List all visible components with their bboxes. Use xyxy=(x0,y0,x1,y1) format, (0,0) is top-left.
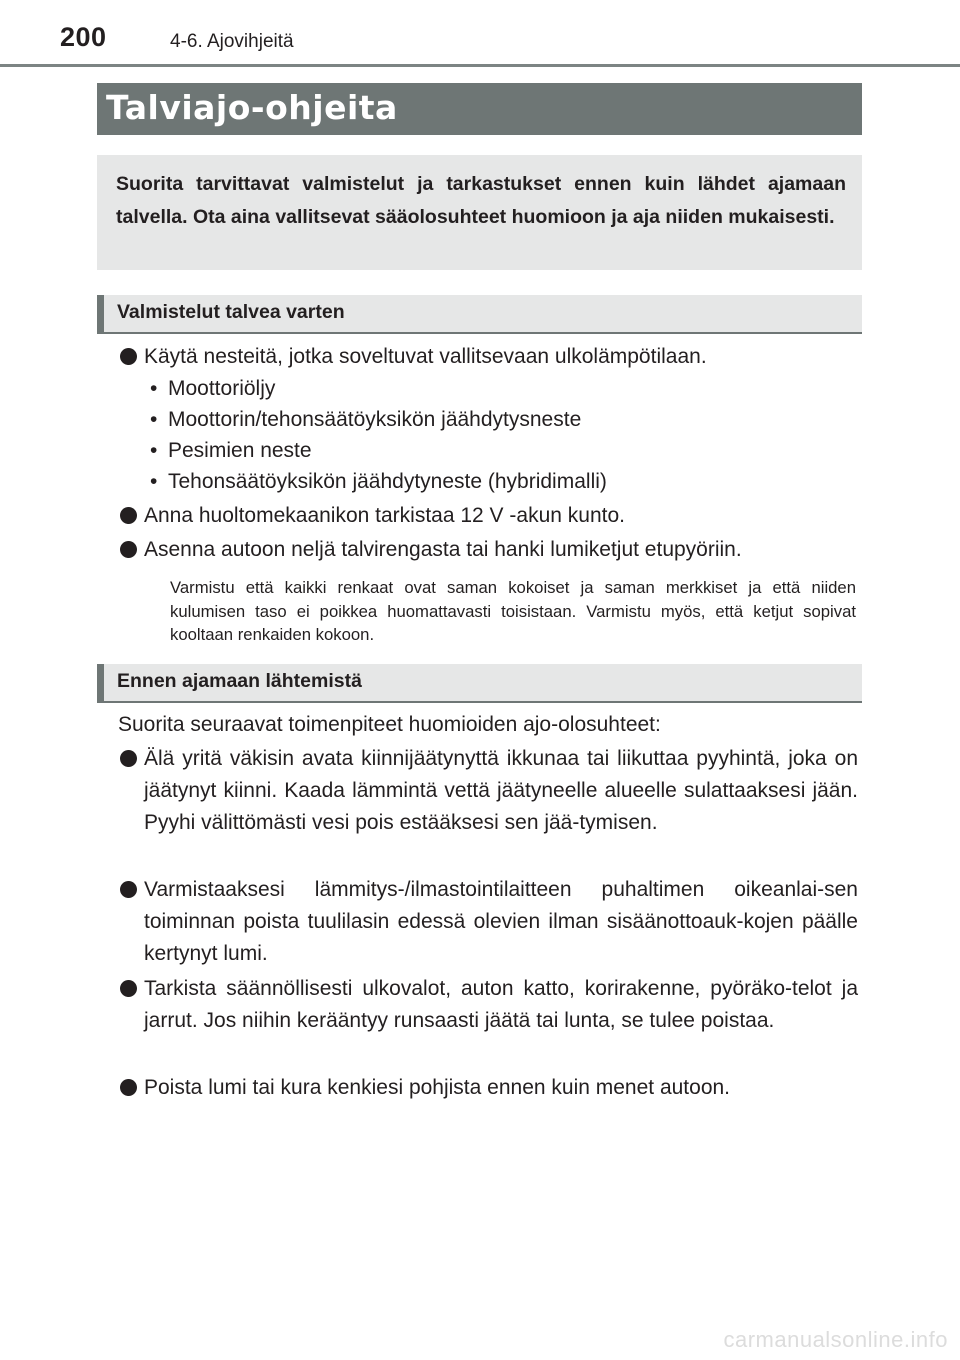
bullet-dot-icon xyxy=(120,750,137,767)
section-reference: 4-6. Ajovihjeitä xyxy=(170,31,294,52)
bullet-text: Asenna autoon neljä talvirengasta tai hanki lumiketjut etupyöriin. xyxy=(144,538,742,561)
watermark: carmanualsonline.info xyxy=(723,1327,948,1352)
section-heading-preparation: Valmistelut talvea varten xyxy=(97,295,862,332)
page-title: Talviajo-ohjeita xyxy=(97,83,862,135)
page-number: 200 xyxy=(60,22,107,52)
header-rule xyxy=(0,64,960,67)
intro-box: Suorita tarvittavat valmistelut ja tarkastukset ennen kuin lähdet ajamaan talvella. Ota aina vallitsevat sääolosuhteet huomioon ja aja niiden mukaisesti. xyxy=(97,155,862,270)
bullet-item xyxy=(120,534,858,566)
bullet-item xyxy=(120,973,858,1037)
bullet-item xyxy=(120,341,858,373)
sub-bullet-icon: • xyxy=(150,408,158,431)
bullet-dot-icon xyxy=(120,1079,137,1096)
sub-item-text: Pesimien neste xyxy=(168,439,312,462)
sub-item-text: Moottorin/tehonsäätöyksikön jäähdytysneste xyxy=(168,408,582,431)
bullet-item xyxy=(120,743,858,839)
bullet-item xyxy=(120,874,858,970)
bullet-item xyxy=(120,500,858,532)
lead-text: Suorita seuraavat toimenpiteet huomioiden ajo-olosuhteet: xyxy=(118,713,661,736)
bullet-item xyxy=(120,1072,858,1104)
bullet-text: Anna huoltomekaanikon tarkistaa 12 V -akun kunto. xyxy=(144,504,625,527)
sub-item-text: Moottoriöljy xyxy=(168,377,276,400)
bullet-dot-icon xyxy=(120,348,137,365)
bullet-text: Älä yritä väkisin avata kiinnijäätynyttä ikkunaa tai liikuttaa pyyhintä, joka on jäätynyt kiinni. Kaada lämmintä vettä jäätyneelle alueelle sulattaaksesi jään. Pyyhi välittömästi vesi pois estääksesi sen jää-tymisen. xyxy=(144,747,858,834)
sub-bullet-icon: • xyxy=(150,377,158,400)
sub-bullet-icon: • xyxy=(150,470,158,493)
sub-bullet-icon: • xyxy=(150,439,158,462)
bullet-dot-icon xyxy=(120,881,137,898)
bullet-dot-icon xyxy=(120,541,137,558)
bullet-text: Tarkista säännöllisesti ulkovalot, auton katto, korirakenne, pyöräko-telot ja jarrut. Jos niihin kerääntyy runsaasti jäätä tai lunta, se tulee poistaa. xyxy=(144,977,858,1032)
bullet-dot-icon xyxy=(120,507,137,524)
bullet-dot-icon xyxy=(120,980,137,997)
tire-note: Varmistu että kaikki renkaat ovat saman kokoiset ja saman merkkiset ja että niiden kulumisen taso ei poikkea huomattavasti toisistaan. Varmistu myös, että ketjut sopivat kooltaan renkaiden kokoon. xyxy=(170,578,856,644)
sub-item-text: Tehonsäätöyksikön jäähdytyneste (hybridimalli) xyxy=(168,470,607,493)
bullet-text: Käytä nesteitä, jotka soveltuvat vallitsevaan ulkolämpötilaan. xyxy=(144,345,707,368)
bullet-text: Varmistaaksesi lämmitys-/ilmastointilaitteen puhaltimen oikeanlai-sen toiminnan poista tuulilasin edessä olevien ilman sisäänottoauk-kojen päälle kertynyt lumi. xyxy=(144,878,858,965)
section-heading-before-driving: Ennen ajamaan lähtemistä xyxy=(97,664,862,701)
bullet-text: Poista lumi tai kura kenkiesi pohjista ennen kuin menet autoon. xyxy=(144,1076,731,1099)
